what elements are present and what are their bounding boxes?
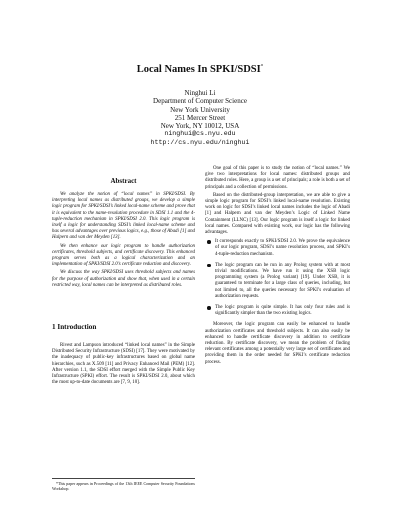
footnote-text: *This paper appears in Proceedings of the 13th IEEE Computer Security Foundations Workshop. (52, 481, 195, 491)
list-item-text: The logic program is quite simple. It has only four rules and is significantly simpler than the two existing logics. (215, 305, 350, 317)
body-paragraph: One goal of this paper is to study the notion of “local names.” We give two interpretations for local names: distributed groups and distributed roles. Here, a group is a set of principals; a role is both a set of principals and a collection of permissions. (205, 166, 350, 190)
list-item-text: The logic program can be run in any Prolog system with at most trivial modifications. We have run it using the XSB logic programming system (a Prolog variant) [19]. Under XSB, it is guaranteed to terminate for a large class of queries, including, but not limited to, all the queries necessary for SPKI’s evaluation of authorization requests. (215, 262, 350, 299)
bullet-icon (207, 306, 211, 310)
author-block (0, 89, 400, 147)
left-column (52, 177, 195, 386)
paper-title (0, 64, 400, 75)
introduction-paragraph: Rivest and Lampson introduced “linked local names” in the Simple Distributed Security Infrastructure (SDSI) [17]. They were motivated by the inadequacy of public-key infrastructures based on global name hierarchies, such as X.509 [11] and Privacy Enhanced Mail (PEM) [12]. After version 1.1, the SDSI effort merged with the Simple Public Key Infrastructure (SPKI) effort. The result is SPKI/SDSI 2.0, about which the most up-to-date documents are [7, 9, 10]. (52, 343, 195, 386)
affiliation-line: Department of Computer Science (153, 97, 247, 106)
affiliation-line: New York University (170, 105, 230, 114)
body-paragraph: Based on the distributed-group interpretation, we are able to give a simple logic program for SDSI’s linked local-name resolution. Existing work on logic for SDSI’s linked local names includes the logic of Abadi [1] and Halpern and van der Meyden’s Logic of Linked Name Containment (LLNC) [13]. Our logic program is itself a logic for linked local names. Compared with existing work, our logic has the following advantages. (205, 192, 350, 236)
author-name: Ninghui Li (184, 89, 216, 97)
author-url: http://cs.nyu.edu/ninghui (150, 138, 250, 146)
title-footnote-marker: * (260, 64, 264, 70)
body-paragraph: Moreover, the logic program can easily be enhanced to handle authorization certificates and threshold subjects. It can also easily be enhanced to handle certificate discovery in addition to certificate reduction. By certificate discovery, we mean the problem of finding relevant certificates among a potentially very large set of certificates and providing them in the order needed for SPKI’s certificate reduction process. (205, 322, 350, 365)
abstract-body (52, 192, 195, 289)
right-column (205, 166, 350, 368)
abstract-paragraph: We analyze the notion of “local names” in SPKI/SDSI. By interpreting local names as distributed groups, we develop a simple logic program for SPKI/SDSI’s linked local-name scheme and prove that it is equivalent to the name-resolution procedure in SDSI 1.1 and the 4-tuple-reduction mechanism in SPKI/SDSI 2.0. This logic program is itself a logic for understanding SDSI’s linked local-name scheme and has several advantages over previous logics, e.g., those of Abadi [1] and Halpern and van der Meyden [13]. (52, 192, 195, 241)
footnote (52, 478, 195, 491)
affiliation-line: New York, NY 10012, USA (160, 122, 240, 131)
author-email: ninghui@cs.nyu.edu (164, 130, 236, 138)
bullet-icon (207, 264, 211, 268)
introduction-body (52, 343, 195, 386)
list-item (205, 305, 350, 317)
advantages-list (205, 239, 350, 317)
bullet-icon (207, 240, 211, 244)
section-heading-introduction: 1 Introduction (52, 323, 97, 331)
abstract-paragraph: We then enhance our logic program to handle authorization certificates, threshold subjects, and certificate discovery. This enhanced program serves both as a logical characterization and an implementation of SPKI/SDSI 2.0’s certificate reduction and discovery. (52, 243, 195, 268)
list-item (205, 239, 350, 258)
abstract-heading: Abstract (110, 177, 137, 185)
affiliation-line: 251 Mercer Street (174, 113, 226, 122)
abstract-paragraph: We discuss the way SPKI/SDSI uses threshold subjects and names for the purpose of authorization and show that, when used in a certain restricted way, local names can be interpreted as distributed roles. (52, 270, 195, 288)
list-item (205, 263, 350, 300)
list-item-text: It corresponds exactly to SPKI/SDSI 2.0. We prove the equivalence of our logic program, SDSI’s name resolution process, and SPKI’s 4-tuple-reduction mechanism. (215, 239, 350, 257)
title-text: Local Names In SPKI/SDSI (136, 64, 261, 75)
